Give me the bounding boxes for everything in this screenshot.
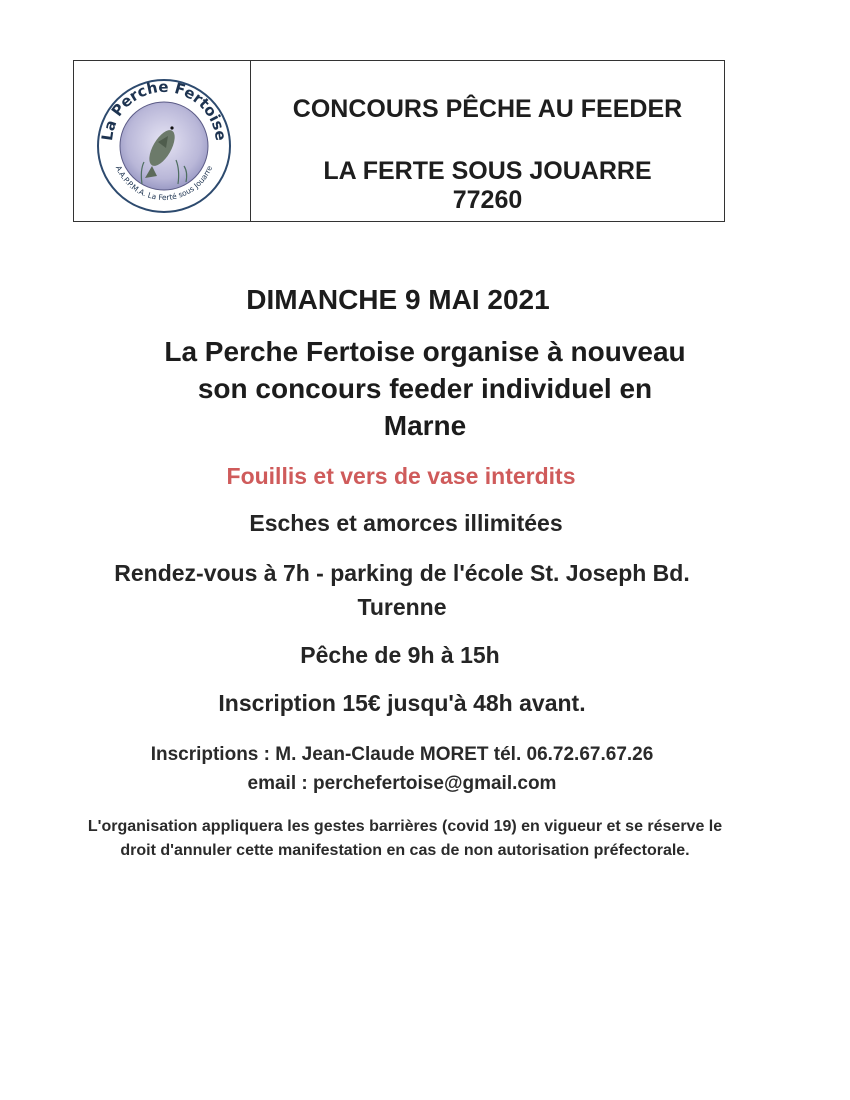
forbidden-baits-notice: Fouillis et vers de vase interdits bbox=[226, 462, 576, 489]
contact-block bbox=[0, 740, 827, 799]
header-text bbox=[251, 61, 724, 221]
header-box bbox=[73, 60, 725, 222]
logo-name-text: La Perche Fertoise bbox=[98, 77, 231, 142]
postcode: 77260 bbox=[452, 185, 523, 214]
event-intro: La Perche Fertoise organise à nouveau son concours feeder individuel en Marne bbox=[164, 336, 686, 441]
logo-cell bbox=[74, 61, 251, 221]
town-name: LA FERTE SOUS JOUARRE bbox=[323, 156, 652, 185]
contact-email: email : perchefertoise@gmail.com bbox=[247, 773, 557, 795]
registration-contact: Inscriptions : M. Jean-Claude MORET tél. 06.72.67.67.26 bbox=[150, 743, 654, 765]
registration-fee: Inscription 15€ jusqu'à 48h avant. bbox=[218, 690, 586, 717]
logo-subtitle-text: A.A.P.P.M.A. La Ferté sous Jouarre bbox=[113, 164, 215, 203]
fishing-hours: Pêche de 9h à 15h bbox=[300, 641, 500, 668]
club-logo bbox=[82, 66, 242, 216]
contest-title: CONCOURS PÊCHE AU FEEDER bbox=[292, 95, 683, 123]
covid-notice: L'organisation appliquera les gestes barrières (covid 19) en vigueur et se réserve le droit d'annuler cette manifestation en cas de non autorisation préfectorale. bbox=[87, 818, 723, 860]
meeting-point: Rendez-vous à 7h - parking de l'école St. Joseph Bd. Turenne bbox=[114, 560, 690, 620]
event-date: DIMANCHE 9 MAI 2021 bbox=[246, 284, 550, 315]
baits-info: Esches et amorces illimitées bbox=[249, 509, 563, 536]
flyer-body bbox=[0, 272, 850, 863]
